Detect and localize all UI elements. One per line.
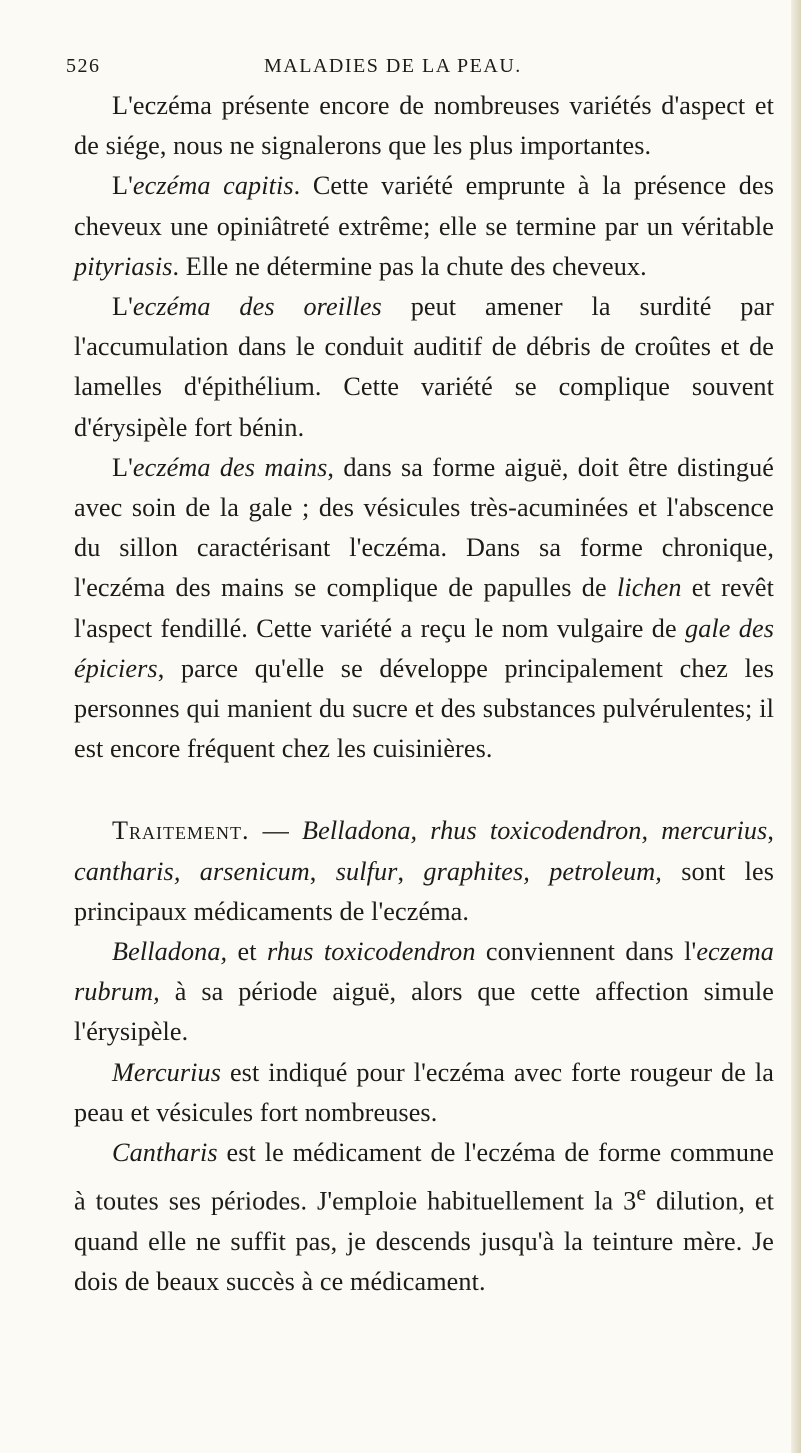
paragraph-varietes: L'eczéma présente encore de nombreuses variétés d'aspect et de siége, nous ne signalerons que les plus importantes. xyxy=(74,91,774,161)
page-number: 526 xyxy=(66,55,101,77)
paragraph-belladona: Belladona, et rhus toxicodendron conviennent dans l'eczema rubrum, à sa période aiguë, alors que cette affection simule l'érysipèle. xyxy=(74,937,774,1047)
running-header xyxy=(66,50,774,82)
running-title: MALADIES DE LA PEAU. xyxy=(264,55,522,77)
paragraph-cantharis: Cantharis est le médicament de l'eczéma de forme commune à toutes ses périodes. J'emploie habituellement la 3e dilution, et quand elle ne suffit pas, je descends jusqu'à la teinture mère. Je dois de beaux succès à ce médicament. xyxy=(74,1138,774,1297)
book-page xyxy=(66,50,775,1303)
paragraph-traitement: Traitement. — Belladona, rhus toxicodendron, mercurius, cantharis, arsenicum, sulfur, graphites, petroleum, sont les principaux médicaments de l'eczéma. xyxy=(74,816,775,926)
paragraph-eczema-oreilles: L'eczéma des oreilles peut amener la surdité par l'accumulation dans le conduit auditif de débris de croûtes et de lamelles d'épithélium. Cette variété se complique souvent d'érysipèle fort bénin. xyxy=(74,292,775,442)
paragraph-mercurius: Mercurius est indiqué pour l'eczéma avec forte rougeur de la peau et vésicules fort nombreuses. xyxy=(74,1057,774,1127)
page-edge xyxy=(791,0,801,1453)
section-heading-traitement: Traitement. xyxy=(112,816,250,846)
paragraph-eczema-mains: L'eczéma des mains, dans sa forme aiguë, doit être distingué avec soin de la gale ; des vésicules très-acuminées et l'abscence du sillon caractérisant l'eczéma. Dans sa forme chronique, l'eczéma des mains se complique de papulles de lichen et revêt l'aspect fendillé. Cette variété a reçu le nom vulgaire de gale des épiciers, parce qu'elle se développe principalement chez les personnes qui manient du sucre et des substances pulvérulentes; il est encore fréquent chez les cuisinières. xyxy=(74,452,774,764)
body-text xyxy=(74,86,774,1303)
paragraph-eczema-capitis: L'eczéma capitis. Cette variété emprunte à la présence des cheveux une opiniâtreté extrême; elle se termine par un véritable pityriasis. Elle ne détermine pas la chute des cheveux. xyxy=(74,171,774,281)
